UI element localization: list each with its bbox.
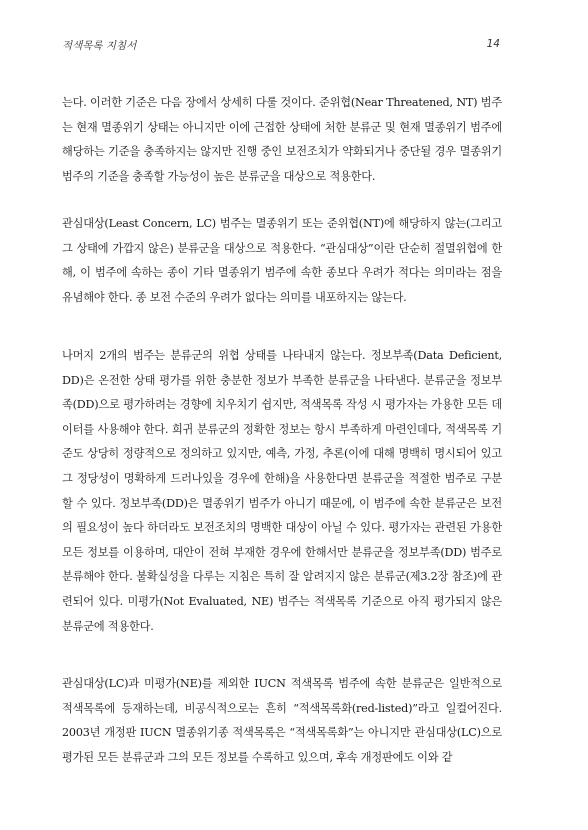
paragraph-least-concern: 관심대상(Least Concern, LC) 범주는 멸종위기 또는 준위협(NT)에 해당하지 않는(그리고 그 상태에 가깝지 않은) 분류군을 대상으로 적용한다. “관심대상”이란 단순히 절멸위협에 한해, 이 범주에 속하는 종이 기타 멸종위기 범주에 속한 종보다 우려가 적다는 의미라는 점을 유념해야 한다. 종 보전 수준의 우려가 없다는 의미를 내포하지는 않는다. [62,217,502,304]
page-header [62,38,500,54]
page-number: 14 [486,38,500,50]
paragraph-near-threatened: 는다. 이러한 기준은 다음 장에서 상세히 다룰 것이다. 준위협(Near Threatened, NT) 범주는 현재 멸종위기 상태는 아니지만 이에 근접한 상태에 처한 분류군 및 현재 멸종위기 범주에 해당하는 기준을 충족하지는 않지만 진행 중인 보전조치가 약화되거나 중단될 경우 멸종위기 범주의 기준을 충족할 가능성이 높은 분류군을 대상으로 적용한다. [62,96,502,183]
paragraph-data-deficient: 나머지 2개의 범주는 분류군의 위협 상태를 나타내지 않는다. 정보부족(Data Deficient, DD)은 온전한 상태 평가를 위한 충분한 정보가 부족한 분류군을 나타낸다. 분류군을 정보부족(DD)으로 평가하려는 경향에 치우치기 쉽지만, 적색목록 작성 시 평가자는 가용한 모든 데이터를 사용해야 한다. 희귀 분류군의 정확한 정보는 항시 부족하게 마련인데다, 적색목록 기준도 상당히 정량적으로 정의하고 있지만, 예측, 가정, 추론(이에 대해 명백히 명시되어 있고 그 정당성이 명확하게 드러나있을 경우에 한해)을 사용한다면 분류군을 적절한 범주로 구분할 수 있다. 정보부족(DD)은 멸종위기 범주가 아니기 때문에, 이 범주에 속한 분류군은 보전의 필요성이 높다 하더라도 보전조치의 명백한 대상이 아닐 수 있다. 평가자는 관련된 가용한 모든 정보를 이용하며, 대안이 전혀 부재한 경우에 한해서만 분류군을 정보부족(DD) 범주로 분류해야 한다. 불확실성을 다루는 지침은 특히 잘 알려지지 않은 분류군(제3.2장 참조)에 관련되어 있다. 미평가(Not Evaluated, NE) 범주는 적색목록 기준으로 아직 평가되지 않은 분류군에 적용한다. [62,349,502,633]
document-title: 적색목록 지침서 [62,40,137,52]
paragraph-red-listed: 관심대상(LC)과 미평가(NE)를 제외한 IUCN 적색목록 범주에 속한 분류군은 일반적으로 적색목록에 등재하는데, 비공식적으로는 흔히 “적색목록화(red-listed)”라고 일컬어진다. 2003년 개정판 IUCN 멸종위기종 적색목록은 “적색목록화”는 아니지만 관심대상(LC)으로 평가된 모든 분류군과 그의 모든 정보를 수록하고 있으며, 후속 개정판에도 이와 같 [62,677,502,764]
